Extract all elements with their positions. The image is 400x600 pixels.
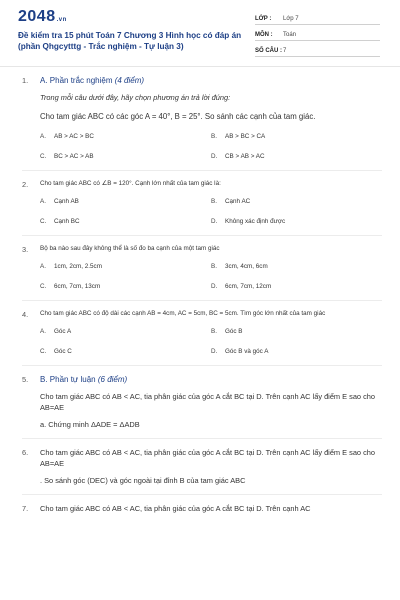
logo-suffix: .vn xyxy=(56,17,67,23)
subquestion: . So sánh góc (DEC) và góc ngoài tại đỉnh B của tam giác ABC xyxy=(40,476,246,485)
option-c[interactable]: C. Cạnh BC xyxy=(40,218,80,225)
question-2 xyxy=(22,179,382,227)
options xyxy=(40,196,382,227)
option-c[interactable]: C. 6cm, 7cm, 13cm xyxy=(40,283,101,290)
question-number: 6. xyxy=(22,448,29,457)
logo-text: 2048 xyxy=(18,8,56,25)
content xyxy=(0,67,400,514)
question-5 xyxy=(22,374,382,430)
meta-class-key: LỚP : xyxy=(255,16,272,22)
question-text: Cho tam giác ABC có các góc A = 40°, B = 25°. So sánh các cạnh của tam giác. xyxy=(40,112,316,121)
meta-count-key: SỐ CÂU : xyxy=(255,48,282,54)
option-b[interactable]: B. Cạnh AC xyxy=(211,198,251,205)
option-a[interactable]: A. AB > AC > BC xyxy=(40,133,94,140)
divider xyxy=(22,235,382,236)
header xyxy=(0,0,400,67)
question-number: 5. xyxy=(22,375,29,384)
meta-count-value: 7 xyxy=(283,48,287,54)
option-d[interactable]: D. 6cm, 7cm, 12cm xyxy=(211,283,272,290)
page-title: Đề kiểm tra 15 phút Toán 7 Chương 3 Hình học có đáp án (phần Qhgcytttg - Trắc nghiệm - Tự luận 3) xyxy=(18,31,242,51)
question-number: 2. xyxy=(22,180,29,189)
divider xyxy=(22,365,382,366)
option-b[interactable]: B. AB > BC > CA xyxy=(211,133,266,140)
meta-subject-value: Toán xyxy=(283,32,297,38)
option-c[interactable]: C. Góc C xyxy=(40,348,72,355)
divider xyxy=(22,438,382,439)
question-number: 1. xyxy=(22,76,29,85)
options xyxy=(40,261,382,292)
question-1 xyxy=(22,75,382,162)
option-b[interactable]: B. 3cm, 4cm, 6cm xyxy=(211,263,268,270)
question-number: 3. xyxy=(22,245,29,254)
question-6 xyxy=(22,447,382,486)
question-4 xyxy=(22,309,382,357)
question-3 xyxy=(22,244,382,292)
option-a[interactable]: A. Cạnh AB xyxy=(40,198,79,205)
divider xyxy=(22,170,382,171)
options xyxy=(40,131,382,162)
option-c[interactable]: C. BC > AC > AB xyxy=(40,153,94,160)
question-text: Cho tam giác ABC có AB < AC, tia phân giác của góc A cắt BC tại D. Trên cạnh AC lấy điểm E sao cho AB=AE xyxy=(40,392,376,412)
option-d[interactable]: D. Không xác định được xyxy=(211,218,286,225)
question-number: 7. xyxy=(22,504,29,513)
option-d[interactable]: D. CB > AB > AC xyxy=(211,153,265,160)
option-b[interactable]: B. Góc B xyxy=(211,328,243,335)
question-text: Cho tam giác ABC có ∠B = 120°. Cạnh lớn nhất của tam giác là: xyxy=(40,180,221,187)
question-text: Cho tam giác ABC có AB < AC, tia phân giác của góc A cắt BC tại D. Trên cạnh AC xyxy=(40,504,311,513)
section-b-title: B. Phần tự luận (6 điểm) xyxy=(40,375,128,384)
meta-subject xyxy=(255,32,380,41)
option-a[interactable]: A. 1cm, 2cm, 2.5cm xyxy=(40,263,102,270)
instruction: Trong mỗi câu dưới đây, hãy chọn phương án trả lời đúng: xyxy=(40,93,231,102)
question-number: 4. xyxy=(22,310,29,319)
question-text: Bộ ba nào sau đây không thể là số đo ba cạnh của một tam giác xyxy=(40,245,220,252)
meta-count xyxy=(255,48,380,57)
options xyxy=(40,326,382,357)
section-a-points: (4 điểm) xyxy=(114,76,145,85)
section-a-title: A. Phần trắc nghiệm (4 điểm) xyxy=(40,76,145,85)
meta-subject-key: MÔN : xyxy=(255,32,273,38)
question-text: Cho tam giác ABC có độ dài các cạnh AB = 4cm, AC = 5cm, BC = 5cm. Tìm góc lớn nhất của tam giác xyxy=(40,310,326,317)
question-text: Cho tam giác ABC có AB < AC, tia phân giác của góc A cắt BC tại D. Trên cạnh AC lấy điểm E sao cho AB=AE xyxy=(40,448,376,468)
section-b-points: (6 điểm) xyxy=(97,375,128,384)
option-a[interactable]: A. Góc A xyxy=(40,328,72,335)
meta-class-value: Lớp 7 xyxy=(283,16,299,22)
meta-class xyxy=(255,16,380,25)
logo[interactable] xyxy=(18,8,67,26)
divider xyxy=(22,494,382,495)
option-d[interactable]: D. Góc B và góc A xyxy=(211,348,269,355)
question-7 xyxy=(22,503,382,514)
divider xyxy=(22,300,382,301)
subquestion: a. Chứng minh ΔADE = ΔADB xyxy=(40,420,140,429)
